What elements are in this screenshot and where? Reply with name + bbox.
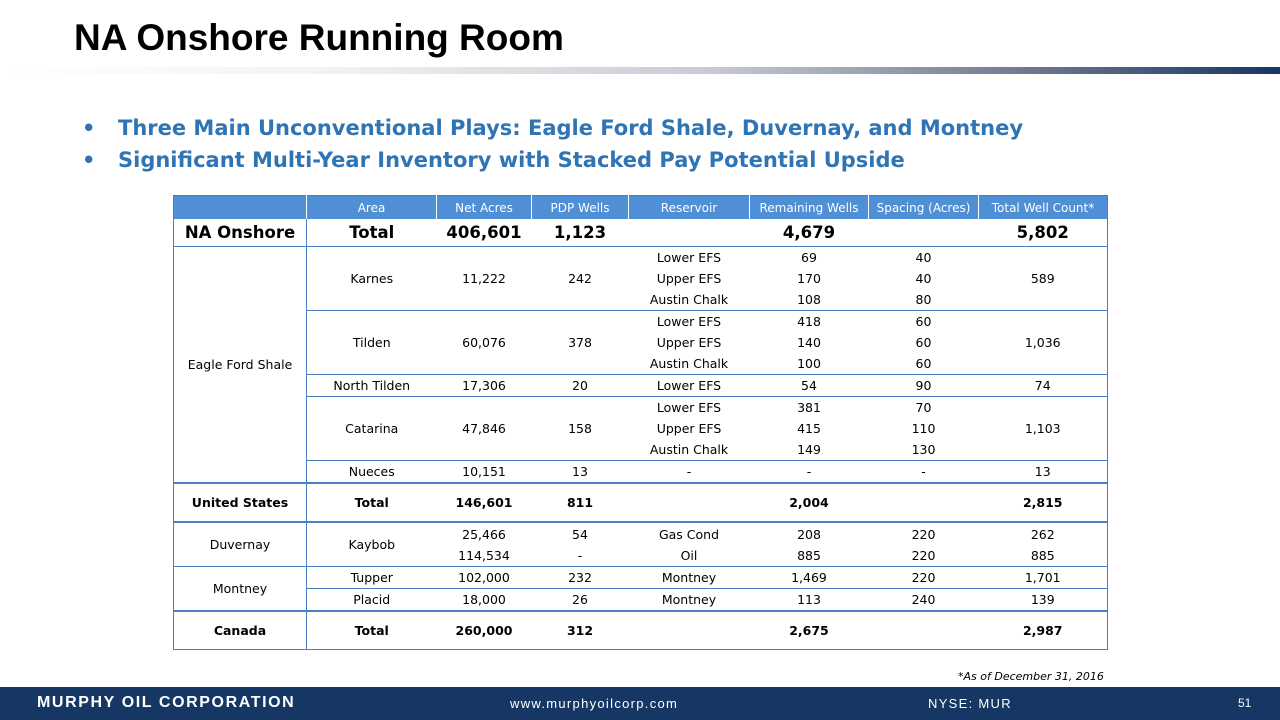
- reservoir-cell: Upper EFS: [656, 421, 722, 436]
- area-cell: Tupper: [307, 567, 437, 589]
- footnote: *As of December 31, 2016: [958, 670, 1104, 683]
- reservoir-cell: [629, 611, 750, 650]
- net-acres-cell: 25,466: [437, 522, 532, 545]
- remaining-wells-cell: -: [750, 461, 869, 484]
- total-well-count-cell: 262: [979, 522, 1108, 545]
- pdp-wells-cell: 242: [568, 271, 592, 286]
- table-row: [174, 589, 1108, 612]
- spacing-cell: 240: [869, 589, 979, 612]
- bullet-icon: •: [82, 148, 96, 172]
- remaining-wells-cell: 1,469: [750, 567, 869, 589]
- spacing-cell: 40: [915, 250, 932, 265]
- spacing-cell: 40: [915, 271, 932, 286]
- reservoir-cell: Lower EFS: [629, 311, 750, 333]
- spacing-cell: 130: [911, 442, 936, 457]
- region-cell: NA Onshore: [174, 219, 307, 247]
- total-well-count-cell: 1,036: [979, 311, 1108, 375]
- spacing-cell: [869, 611, 979, 650]
- total-well-count-cell: 1,701: [979, 567, 1108, 589]
- total-well-count-cell: 139: [979, 589, 1108, 612]
- header-cell: Reservoir: [629, 196, 750, 220]
- total-well-count-cell: 1,103: [979, 397, 1108, 461]
- remaining-wells-cell: 208: [750, 522, 869, 545]
- bullet-item: [82, 144, 1023, 176]
- spacing-cell: [869, 483, 979, 522]
- footer-bar: [0, 687, 1280, 720]
- total-well-count-cell: 885: [1030, 548, 1055, 563]
- pdp-wells-cell: 26: [532, 589, 629, 612]
- header-cell: Net Acres: [437, 196, 532, 220]
- header-cell: [174, 196, 307, 220]
- page-number: 51: [1238, 696, 1252, 710]
- reservoir-cell: [629, 483, 750, 522]
- table-row: [174, 247, 1108, 269]
- remaining-wells-cell: 4,679: [750, 219, 869, 247]
- bullet-item: [82, 112, 1023, 144]
- header-cell: Remaining Wells: [750, 196, 869, 220]
- net-acres-cell: 406,601: [437, 219, 532, 247]
- pdp-wells-cell: 13: [532, 461, 629, 484]
- reservoir-cell: Gas Cond: [629, 522, 750, 545]
- table-row: [174, 311, 1108, 333]
- spacing-cell: [869, 219, 979, 247]
- spacing-cell: 220: [911, 548, 936, 563]
- remaining-wells-cell: 885: [797, 548, 821, 563]
- pdp-wells-cell: 378: [532, 311, 629, 375]
- company-name: MURPHY OIL CORPORATION: [37, 694, 296, 711]
- remaining-wells-cell: 415: [797, 421, 821, 436]
- spacing-cell: -: [869, 461, 979, 484]
- total-well-count-cell: 589: [1030, 271, 1055, 286]
- title-underline-bar: [0, 67, 1280, 74]
- remaining-wells-cell: 140: [797, 335, 821, 350]
- total-well-count-cell: 2,987: [979, 611, 1108, 650]
- header-cell: Area: [307, 196, 437, 220]
- remaining-wells-cell: 170: [797, 271, 821, 286]
- net-acres-cell: 60,076: [437, 311, 532, 375]
- header-cell: Total Well Count*: [979, 196, 1108, 220]
- region-cell: Canada: [174, 611, 307, 650]
- reservoir-cell: Montney: [629, 567, 750, 589]
- table-row-canada-total: [174, 611, 1108, 650]
- spacing-cell: 60: [869, 311, 979, 333]
- reservoir-cell: Lower EFS: [629, 375, 750, 397]
- region-cell: United States: [174, 483, 307, 522]
- table-row: [174, 461, 1108, 484]
- reservoir-cell: Lower EFS: [629, 397, 750, 419]
- reservoir-cell: [629, 219, 750, 247]
- area-cell: Total: [307, 483, 437, 522]
- remaining-wells-cell: 108: [797, 292, 821, 307]
- net-acres-cell: 10,151: [437, 461, 532, 484]
- table-row: [174, 375, 1108, 397]
- spacing-cell: 60: [915, 356, 932, 371]
- table-row-na-onshore: [174, 219, 1108, 247]
- net-acres-cell: 17,306: [437, 375, 532, 397]
- spacing-cell: 60: [915, 335, 932, 350]
- bullet-list: [82, 112, 1023, 176]
- spacing-cell: 110: [911, 421, 936, 436]
- pdp-wells-cell: 54: [532, 522, 629, 545]
- reservoir-cell: Montney: [629, 589, 750, 612]
- area-cell: Karnes: [350, 271, 394, 286]
- pdp-wells-cell: 158: [532, 397, 629, 461]
- net-acres-cell: 18,000: [437, 589, 532, 612]
- remaining-wells-cell: 113: [750, 589, 869, 612]
- spacing-cell: 220: [869, 567, 979, 589]
- net-acres-cell: 260,000: [437, 611, 532, 650]
- bullet-text: Three Main Unconventional Plays: Eagle Ford Shale, Duvernay, and Montney: [118, 116, 1024, 140]
- remaining-wells-cell: 149: [797, 442, 821, 457]
- region-cell: Montney: [174, 567, 307, 612]
- table-row-us-total: [174, 483, 1108, 522]
- area-cell: Catarina: [307, 397, 437, 461]
- remaining-wells-cell: 100: [797, 356, 821, 371]
- net-acres-cell: 146,601: [437, 483, 532, 522]
- reservoir-cell: Austin Chalk: [649, 292, 729, 307]
- net-acres-cell: 47,846: [437, 397, 532, 461]
- remaining-wells-cell: 381: [750, 397, 869, 419]
- net-acres-cell: 114,534: [458, 548, 510, 563]
- spacing-cell: 220: [869, 522, 979, 545]
- pdp-wells-cell: 312: [532, 611, 629, 650]
- reservoir-cell: Austin Chalk: [649, 356, 729, 371]
- region-cell: Duvernay: [174, 522, 307, 567]
- website-text: www.murphyoilcorp.com: [510, 696, 679, 711]
- region-cell: Eagle Ford Shale: [174, 247, 307, 484]
- page-title: NA Onshore Running Room: [74, 17, 564, 58]
- pdp-wells-cell: 20: [532, 375, 629, 397]
- spacing-cell: 90: [869, 375, 979, 397]
- pdp-wells-cell: 811: [532, 483, 629, 522]
- reservoir-cell: Upper EFS: [656, 271, 722, 286]
- area-cell: Nueces: [307, 461, 437, 484]
- spacing-cell: 80: [915, 292, 932, 307]
- net-acres-cell: 11,222: [462, 271, 506, 286]
- total-well-count-cell: 2,815: [979, 483, 1108, 522]
- area-cell: Total: [307, 219, 437, 247]
- reservoir-cell: -: [629, 461, 750, 484]
- area-cell: Total: [307, 611, 437, 650]
- remaining-wells-cell: 418: [750, 311, 869, 333]
- area-cell: Placid: [307, 589, 437, 612]
- pdp-wells-cell: 1,123: [532, 219, 629, 247]
- stock-ticker: NYSE: MUR: [928, 696, 1012, 711]
- table-row: [174, 567, 1108, 589]
- reservoir-cell: Austin Chalk: [649, 442, 729, 457]
- reservoir-cell: Lower EFS: [656, 250, 722, 265]
- total-well-count-cell: 74: [979, 375, 1108, 397]
- table-row: [174, 522, 1108, 545]
- remaining-wells-cell: 69: [801, 250, 817, 265]
- remaining-wells-cell: 2,004: [750, 483, 869, 522]
- remaining-wells-cell: 2,675: [750, 611, 869, 650]
- area-cell: Kaybob: [307, 522, 437, 567]
- remaining-wells-cell: 54: [750, 375, 869, 397]
- total-well-count-cell: 5,802: [979, 219, 1108, 247]
- bullet-icon: •: [82, 116, 96, 140]
- header-cell: Spacing (Acres): [869, 196, 979, 220]
- net-acres-cell: 102,000: [437, 567, 532, 589]
- area-cell: North Tilden: [307, 375, 437, 397]
- inventory-table: [173, 195, 1108, 650]
- pdp-wells-cell: -: [577, 548, 583, 563]
- total-well-count-cell: 13: [979, 461, 1108, 484]
- table-row: [174, 397, 1108, 419]
- pdp-wells-cell: 232: [532, 567, 629, 589]
- reservoir-cell: Oil: [680, 548, 698, 563]
- header-cell: PDP Wells: [532, 196, 629, 220]
- bullet-text: Significant Multi-Year Inventory with Stacked Pay Potential Upside: [118, 148, 905, 172]
- reservoir-cell: Upper EFS: [656, 335, 722, 350]
- table-header-row: [174, 196, 1108, 220]
- area-cell: Tilden: [307, 311, 437, 375]
- spacing-cell: 70: [869, 397, 979, 419]
